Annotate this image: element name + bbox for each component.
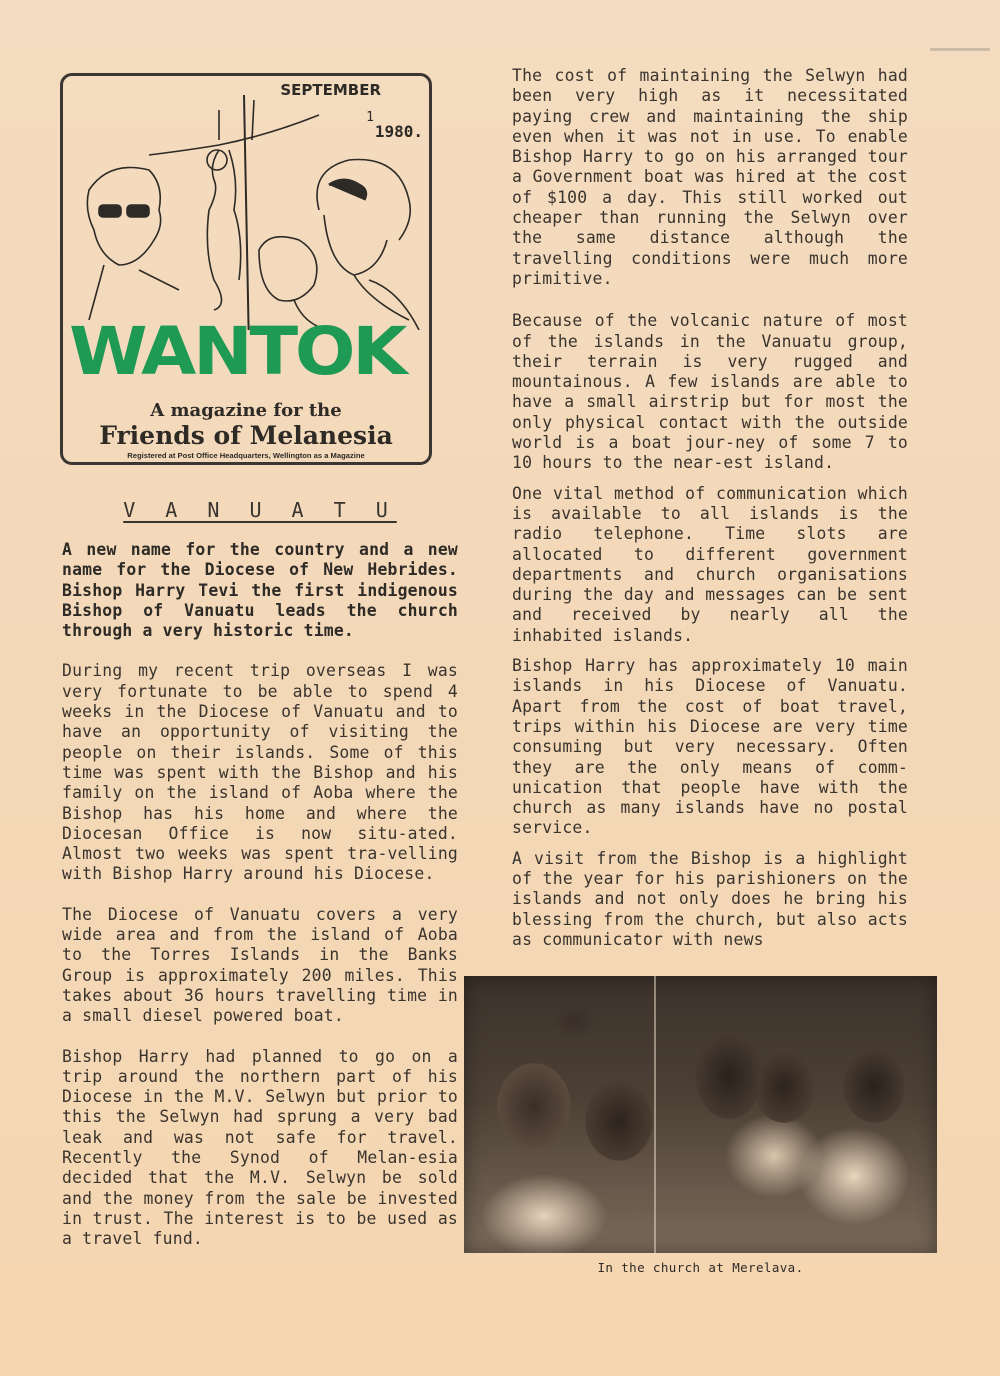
paragraph: Bishop Harry had planned to go on a trip around the northern part of his Diocese in the M.V. Selwyn but prior to this the Selwyn had sprung a very bad leak and was not safe for travel. Recently the Synod of Melan-esia decided that the M.V. Selwyn be sold and the money from the sale be invested in trust. The interest is to be used as a travel fund.	[62, 1046, 458, 1249]
wantok-logo: WANTOK	[69, 313, 405, 390]
page-edge-mark	[930, 48, 990, 51]
paragraph: Because of the volcanic nature of most of the islands in the Vanuatu group, their terrain is very rugged and mountainous. A few islands are able to have a small airstrip but for most the only physical contact with the outside world is a boat jour-ney of some 7 to 10 hours to the near-est island.	[512, 311, 908, 473]
right-column	[512, 66, 908, 950]
paragraph: The cost of maintaining the Selwyn had been very high as it necessitated paying crew and maintaining the ship even when it was not in use. To enable Bishop Harry to go on his arranged tour a Government boat was hired at the cost of $100 a day. This still worked out cheaper than running the Selwyn over the same distance although the travelling conditions were much more primitive.	[512, 66, 908, 288]
photo-seam	[654, 976, 656, 1253]
issue-month: SEPTEMBER	[280, 81, 381, 99]
masthead-tagline: A magazine for the	[150, 400, 342, 421]
photo-caption: In the church at Merelava.	[597, 1260, 804, 1275]
paragraph: Bishop Harry has approximately 10 main islands in his Diocese of Vanuatu. Apart from the cost of boat travel, trips within his Diocese are very time consuming but very necessary. Often they are the only means of comm-unication that people have with the church as many islands have no postal service.	[512, 656, 908, 838]
paragraph: A visit from the Bishop is a highlight of the year for his parishioners on the islands and not only does he bring his blessing from the church, but also acts as communicator with news	[512, 848, 908, 949]
article-title: V A N U A T U	[123, 498, 397, 522]
left-column	[62, 490, 458, 1250]
issue-year: 1980.	[374, 122, 423, 141]
paragraph: One vital method of communication which is available to all islands is the radio telephone. Time slots are allocated to different government departments and church organisations during the day and messages can be sent and received by nearly all the inhabited islands.	[512, 483, 908, 645]
article-lead: A new name for the country and a new name for the Diocese of New Hebrides. Bishop Harry Tevi the first indigenous Bishop of Vanuatu leads the church through a very historic time.	[62, 540, 458, 641]
masthead	[60, 73, 432, 465]
registration-notice: Registered at Post Office Headquarters, Wellington as a Magazine	[127, 451, 365, 460]
children-photo	[464, 976, 937, 1253]
masthead-subtitle: Friends of Melanesia	[99, 421, 393, 450]
paragraph: During my recent trip overseas I was very fortunate to be able to spend 4 weeks in the Diocese of Vanuatu and to have an opportunity of visiting the people on their islands. Some of this time was spent with the Bishop and his family on the island of Aoba where the Bishop has his home and where the Diocesan Office is now situ-ated. Almost two weeks was spent tra-velling with Bishop Harry around his Diocese.	[62, 661, 458, 884]
paragraph: The Diocese of Vanuatu covers a very wide area and from the island of Aoba to the Torres Islands in the Banks Group is approximately 200 miles. This takes about 36 hours travelling time in a small diesel powered boat.	[62, 904, 458, 1026]
issue-day-mark: 1	[366, 110, 374, 125]
